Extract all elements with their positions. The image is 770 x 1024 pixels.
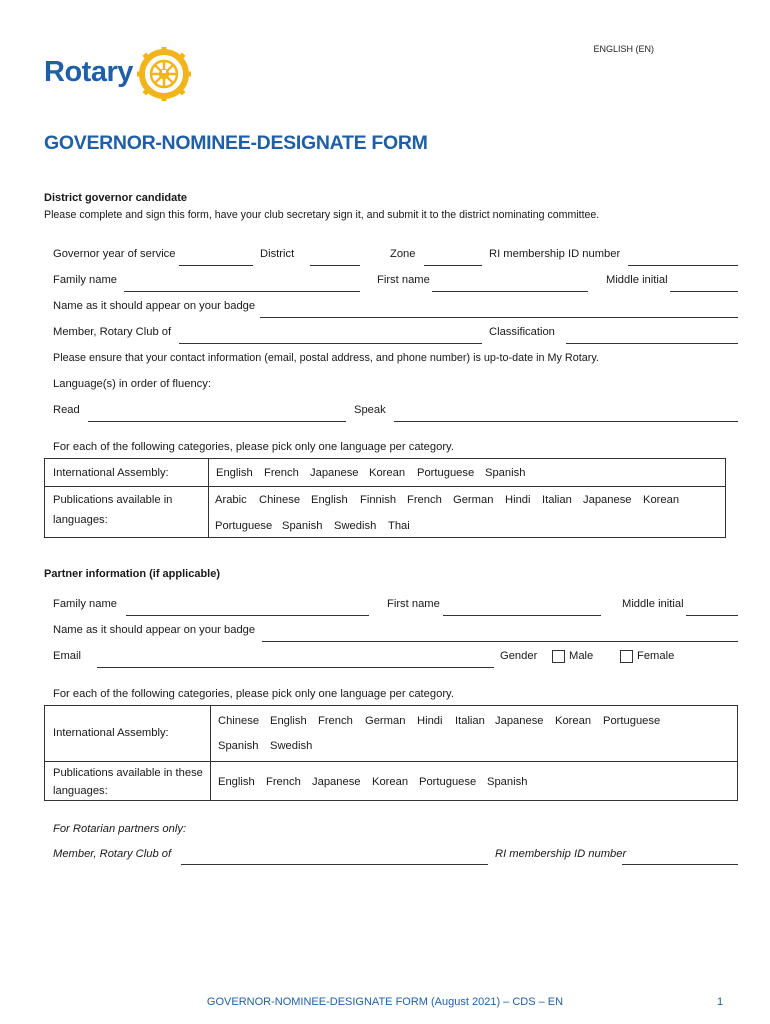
candidate-pub-option[interactable]: Swedish <box>334 520 377 532</box>
candidate-ia-option[interactable]: Korean <box>369 467 406 479</box>
read-label: Read <box>53 404 80 416</box>
partner-email-label: Email <box>53 650 81 662</box>
partner-ia-option[interactable]: Korean <box>555 715 592 727</box>
partner-middle-initial-field[interactable] <box>686 615 738 616</box>
partner-ri-id-field[interactable] <box>622 864 738 865</box>
zone-label: Zone <box>390 248 416 260</box>
district-field[interactable] <box>310 265 360 266</box>
partner-ia-option[interactable]: Portuguese <box>603 715 661 727</box>
partner-category-note: For each of the following categories, please pick only one language per category. <box>53 688 454 700</box>
middle-initial-label: Middle initial <box>606 274 668 286</box>
partner-pub-label-cont: languages: <box>53 785 108 797</box>
partner-family-name-label: Family name <box>53 598 118 610</box>
candidate-pub-label-cont: languages: <box>53 514 108 526</box>
partner-ia-option[interactable]: Spanish <box>218 740 259 752</box>
partner-email-field[interactable] <box>97 667 494 668</box>
rotarian-partner-note: For Rotarian partners only: <box>53 823 187 835</box>
partner-ia-option[interactable]: Chinese <box>218 715 260 727</box>
candidate-pub-option[interactable]: Korean <box>643 494 680 506</box>
partner-language-table <box>44 705 738 801</box>
candidate-pub-option[interactable]: Hindi <box>505 494 531 506</box>
footer-text: GOVERNOR-NOMINEE-DESIGNATE FORM (August 2021) – CDS – EN <box>206 996 564 1008</box>
candidate-instructions: Please complete and sign this form, have your club secretary sign it, and submit it to the district nominating committee. <box>44 209 600 221</box>
district-label: District <box>260 248 295 260</box>
family-name-label: Family name <box>53 274 118 286</box>
partner-ia-option[interactable]: Hindi <box>417 715 443 727</box>
speak-label: Speak <box>354 404 386 416</box>
partner-pub-option[interactable]: Spanish <box>487 776 528 788</box>
partner-pub-option[interactable]: English <box>218 776 255 788</box>
governor-year-field[interactable] <box>179 265 253 266</box>
candidate-pub-option[interactable]: French <box>407 494 442 506</box>
speak-field[interactable] <box>394 421 738 422</box>
male-checkbox[interactable] <box>552 650 565 663</box>
partner-badge-label: Name as it should appear on your badge <box>53 624 256 636</box>
partner-ia-option[interactable]: Swedish <box>270 740 313 752</box>
ri-id-label: RI membership ID number <box>489 248 621 260</box>
languages-label: Language(s) in order of fluency: <box>53 378 211 390</box>
partner-gender-label: Gender <box>500 650 538 662</box>
candidate-ia-option[interactable]: Japanese <box>310 467 359 479</box>
form-title: GOVERNOR-NOMINEE-DESIGNATE FORM <box>44 132 428 154</box>
partner-pub-option[interactable]: French <box>266 776 301 788</box>
candidate-pub-option[interactable]: Spanish <box>282 520 323 532</box>
first-name-field[interactable] <box>432 291 588 292</box>
badge-label: Name as it should appear on your badge <box>53 300 256 312</box>
partner-pub-option[interactable]: Japanese <box>312 776 361 788</box>
female-checkbox[interactable] <box>620 650 633 663</box>
candidate-language-table <box>44 458 726 538</box>
club-label: Member, Rotary Club of <box>53 326 172 338</box>
family-name-field[interactable] <box>124 291 360 292</box>
partner-pub-option[interactable]: Korean <box>372 776 409 788</box>
candidate-category-note: For each of the following categories, please pick only one language per category. <box>53 441 454 453</box>
ri-id-field[interactable] <box>628 265 738 266</box>
candidate-pub-option[interactable]: Chinese <box>259 494 301 506</box>
partner-ia-option[interactable]: English <box>270 715 307 727</box>
candidate-ia-option[interactable]: Portuguese <box>417 467 475 479</box>
contact-note: Please ensure that your contact information (email, postal address, and phone number) is up-to-date in My Rotary. <box>53 352 599 364</box>
partner-ia-option[interactable]: Japanese <box>495 715 544 727</box>
badge-field[interactable] <box>260 317 738 318</box>
candidate-section-title: District governor candidate <box>44 192 188 204</box>
partner-ri-id-label: RI membership ID number <box>495 848 627 860</box>
female-label: Female <box>637 650 675 662</box>
partner-section-title: Partner information (if applicable) <box>44 568 221 580</box>
classification-field[interactable] <box>566 343 738 344</box>
candidate-pub-option[interactable]: Finnish <box>360 494 397 506</box>
partner-middle-initial-label: Middle initial <box>622 598 684 610</box>
partner-badge-field[interactable] <box>262 641 738 642</box>
partner-ia-label: International Assembly: <box>53 727 169 739</box>
candidate-pub-option[interactable]: English <box>311 494 348 506</box>
zone-field[interactable] <box>424 265 482 266</box>
candidate-pub-option[interactable]: Portuguese <box>215 520 273 532</box>
rotary-logo-text: Rotary <box>44 56 133 88</box>
language-tag: ENGLISH (EN) <box>593 44 654 54</box>
partner-ia-option[interactable]: French <box>318 715 353 727</box>
candidate-pub-option[interactable]: German <box>453 494 494 506</box>
page-number: 1 <box>717 996 724 1008</box>
candidate-ia-option[interactable]: English <box>216 467 253 479</box>
rotary-wheel-icon <box>136 46 192 102</box>
partner-pub-label: Publications available in these <box>53 767 203 779</box>
candidate-pub-option[interactable]: Thai <box>388 520 410 532</box>
candidate-ia-option[interactable]: Spanish <box>485 467 526 479</box>
candidate-pub-option[interactable]: Japanese <box>583 494 632 506</box>
partner-ia-option[interactable]: German <box>365 715 406 727</box>
male-label: Male <box>569 650 594 662</box>
candidate-pub-option[interactable]: Arabic <box>215 494 247 506</box>
candidate-ia-option[interactable]: French <box>264 467 299 479</box>
candidate-ia-label: International Assembly: <box>53 467 169 479</box>
partner-first-name-label: First name <box>387 598 440 610</box>
middle-initial-field[interactable] <box>670 291 738 292</box>
governor-year-label: Governor year of service <box>53 248 176 260</box>
partner-first-name-field[interactable] <box>443 615 601 616</box>
partner-club-label: Member, Rotary Club of <box>53 848 172 860</box>
candidate-pub-option[interactable]: Italian <box>542 494 572 506</box>
read-field[interactable] <box>88 421 346 422</box>
classification-label: Classification <box>489 326 555 338</box>
club-field[interactable] <box>179 343 482 344</box>
partner-family-name-field[interactable] <box>126 615 369 616</box>
partner-ia-option[interactable]: Italian <box>455 715 485 727</box>
candidate-pub-label: Publications available in <box>53 494 173 506</box>
partner-pub-option[interactable]: Portuguese <box>419 776 477 788</box>
partner-club-field[interactable] <box>181 864 488 865</box>
first-name-label: First name <box>377 274 430 286</box>
